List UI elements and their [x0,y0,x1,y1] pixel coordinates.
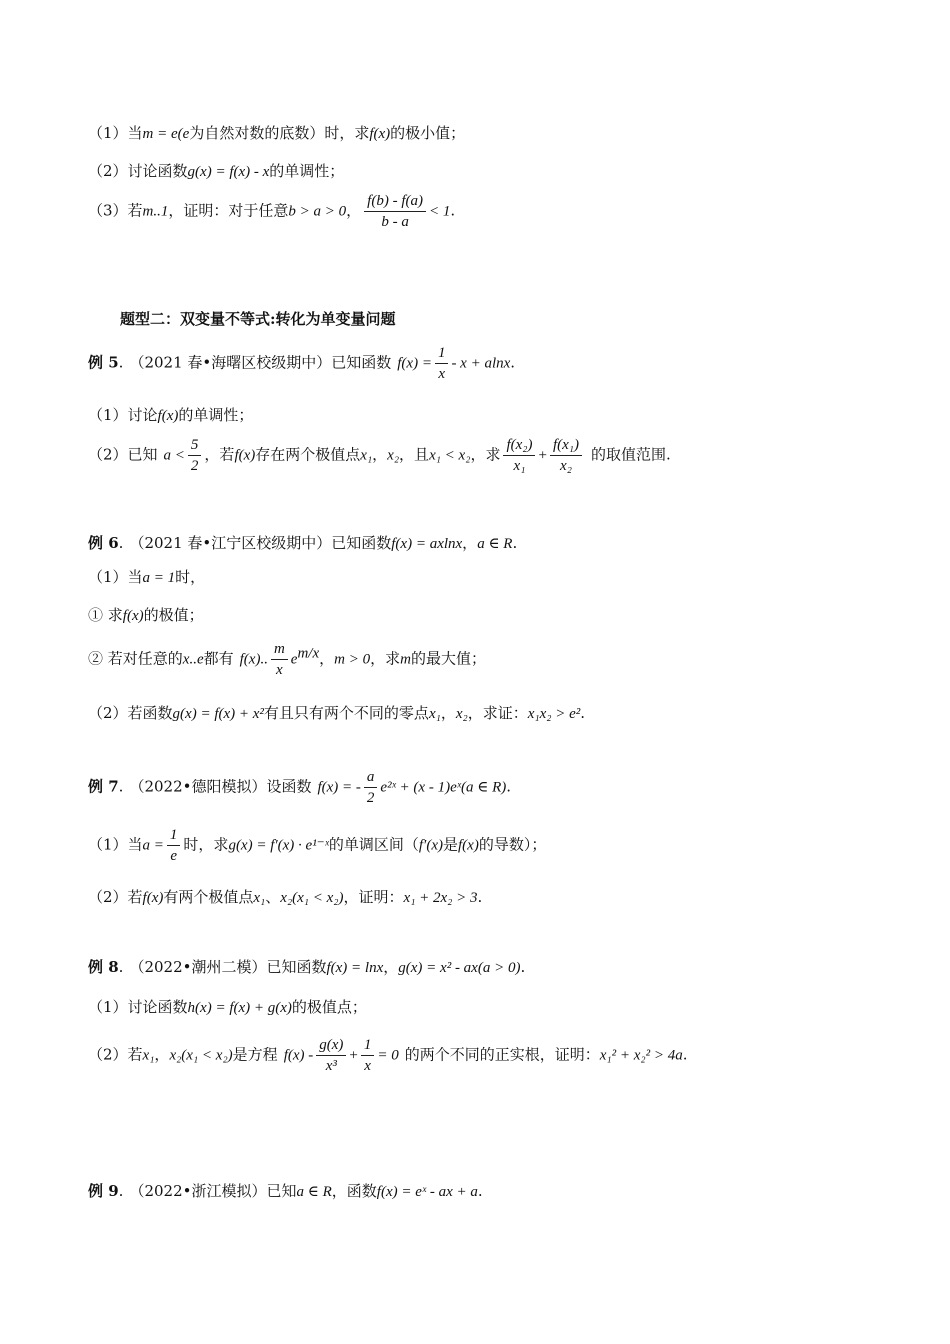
text: ， [319,649,335,668]
example-source: （2022•德阳模拟）设函数 [129,777,312,796]
example-source: （2022•潮州二模）已知函数 [129,958,327,976]
math-fraction [361,1036,375,1075]
text: （2）若函数 [88,704,173,722]
example-source: （2021 春•海曙区校级期中）已知函数 [129,353,392,372]
math-fraction [435,344,449,383]
example-7-q2 [88,886,482,907]
math-fx-ge: f(x).. [239,651,268,668]
text: （1）当 [88,568,143,586]
fraction-numerator: 1 [361,1036,375,1056]
math-fx: f(x) = lnx [326,960,384,976]
text: 有两个极值点 [163,888,254,906]
math-x1: x₁ [428,706,441,722]
text: （1）当 [88,124,143,142]
math-fx: f(x) - [283,1047,314,1064]
text: ， [372,445,388,464]
math-fx: f(x) = [397,355,432,372]
fraction-denominator: x₂ [560,458,572,474]
fraction-denominator: 2 [190,458,199,474]
fraction-numerator: f(x₂) [503,436,535,456]
text: . [118,534,124,552]
math-fx: f(x) = eˣ - ax + a [376,1184,478,1200]
math-a-eq-1: a = 1 [142,570,176,586]
math-a-eq: a = [142,837,164,854]
example-6-header [88,532,517,553]
math-gx: g(x) = f′(x) · e¹⁻ˣ [228,837,329,854]
text: . [512,534,518,552]
math-x1: x₁ [142,1047,155,1064]
example-5-header [88,344,515,383]
text: . [520,958,526,976]
fraction-denominator: x₁ [513,458,526,474]
text: . [580,704,586,722]
math-x2: x₂ [387,447,400,464]
text: 都有 [203,649,234,668]
text: 是方程 [232,1045,278,1064]
text: ， [154,1045,170,1064]
fraction-denominator: x [364,1058,371,1074]
text: （2）若 [88,1045,143,1064]
example-label: 例 8 [88,958,119,976]
math-fx: f(x) [458,837,479,854]
math-fraction [167,826,181,865]
math-fraction [364,768,378,807]
text: . [118,1182,124,1200]
example-8-q1 [88,996,367,1017]
math-fraction [550,436,582,475]
text: ① 求 [88,606,123,624]
text: . [450,201,456,220]
math-x2: x₂(x₁ < x₂) [169,1047,233,1064]
text: （2）讨论函数 [88,162,188,180]
math-a-in-r: a ∈ R [296,1184,332,1200]
text: . [510,353,516,372]
math-exponent: m/x [297,645,320,662]
text: 的单调性； [269,162,345,180]
example-6-sub1 [88,604,204,625]
text: ② 若对任意的 [88,649,183,668]
example-label: 例 9 [88,1182,119,1200]
example-source: （2022•浙江模拟）已知 [129,1182,297,1200]
math-x-ge-e: x..e [182,651,204,668]
text: 的最大值； [410,649,486,668]
text: 时， [175,568,206,586]
example-7-q1 [88,826,546,865]
fraction-numerator: f(x₁) [550,436,582,456]
example-7-header [88,768,511,807]
math-e: e [290,651,298,668]
math-fraction [188,436,202,475]
example-6-sub2 [88,640,486,679]
math-m-eq-e: m = e(e [142,126,190,142]
text: . [506,777,512,796]
text: 的取值范围. [590,445,671,464]
math-x2: x₂(x₁ < x₂) [280,890,344,906]
text: （1）讨论 [88,406,158,424]
text: 是 [443,835,459,854]
math-fx: f(x) [122,608,144,624]
math-x2: x₂ [455,706,468,722]
fraction-numerator: m [271,640,288,660]
example-8-header [88,956,525,977]
fraction-denominator: 2 [366,790,375,806]
text: 的导数）； [478,835,547,854]
text: ，函数 [331,1182,377,1200]
section-title: 题型二：双变量不等式:转化为单变量问题 [120,310,396,328]
math-fraction [364,192,426,231]
fraction-numerator: a [364,768,378,788]
text: ， [440,704,456,722]
math-fx: f(x) = axlnx [391,536,463,552]
math-m: m..1 [142,203,169,220]
text: （3）若 [88,201,143,220]
math-x1: x₁ [360,447,373,464]
part-a-q1 [88,122,465,143]
math-fx: f(x) = - [317,779,361,796]
math-m: m [400,651,411,668]
part-a-q3 [88,192,455,231]
text: ， [346,201,362,220]
text: 有且只有两个不同的零点 [263,704,429,722]
text: ，求 [370,649,401,668]
math-expression: e²ˣ + (x - 1)eˣ(a ∈ R) [380,779,507,796]
math-x1: x₁ [253,890,266,906]
math-gx: g(x) = f(x) - x [187,164,270,180]
example-5-q2 [88,436,671,475]
math-inequality: x₁ + 2x₂ > 3 [403,890,478,906]
math-fx: f(x) [369,126,391,142]
math-fraction [503,436,535,475]
text: 为自然对数的底数）时，求 [189,124,370,142]
math-a-lt: a < [163,447,185,464]
fraction-numerator: f(b) - f(a) [364,192,426,212]
part-a-q2 [88,160,344,181]
math-fx: f(x) [234,447,256,464]
text: （1）讨论函数 [88,998,188,1016]
text: ，求证： [467,704,528,722]
example-9-header [88,1180,483,1201]
fraction-denominator: e [170,848,177,864]
math-f-prime: f′(x) [418,837,443,854]
math-gx: g(x) = x² - ax(a > 0) [398,960,521,976]
math-inequality: x₁ < x₂ [429,447,471,464]
text: （2）已知 [88,445,158,464]
text: 、 [265,888,281,906]
math-fx: f(x) [157,408,179,424]
math-fx: f(x) [142,890,164,906]
text: ，求 [470,445,501,464]
math-eq-0: = 0 [377,1047,399,1064]
text: 存在两个极值点 [255,445,361,464]
example-source: （2021 春•江宁区校级期中）已知函数 [129,534,392,552]
text: 的极值； [143,606,204,624]
fraction-numerator: 1 [435,344,449,364]
text: 的两个不同的正实根，证明： [404,1045,600,1064]
math-inequality: x₁² + x₂² > 4a [599,1047,683,1064]
text: 的极小值； [390,124,466,142]
text: ，若 [204,445,235,464]
fraction-numerator: g(x) [316,1036,346,1056]
example-5-q1 [88,404,253,425]
math-plus: + [349,1047,358,1064]
text: ，证明：对于任意 [168,201,289,220]
example-label: 例 7 [88,777,119,796]
math-hx: h(x) = f(x) + g(x) [187,1000,292,1016]
math-expression: - x + alnx [451,355,511,372]
text: 的单调区间（ [328,835,419,854]
fraction-denominator: x [276,662,283,678]
text: 的单调性； [178,406,254,424]
text: （2）若 [88,888,143,906]
example-label: 例 5 [88,353,119,372]
math-plus: + [538,447,547,464]
math-lt-1: < 1 [428,203,451,220]
text: ，且 [399,445,430,464]
text: . [682,1045,688,1064]
example-6-q1 [88,566,205,587]
text: ， [383,958,399,976]
text: ，证明： [343,888,404,906]
math-fraction [271,640,288,679]
math-gx: g(x) = f(x) + x² [172,706,264,722]
text: 时，求 [183,835,229,854]
example-label: 例 6 [88,534,119,552]
text: . [118,777,124,796]
text: . [118,353,124,372]
text: ， [462,534,478,552]
example-6-q2 [88,702,585,723]
text: 的极值点； [291,998,367,1016]
fraction-denominator: x³ [325,1058,337,1074]
fraction-numerator: 1 [167,826,181,846]
text: . [477,888,483,906]
example-8-q2 [88,1036,688,1075]
fraction-denominator: b - a [381,214,409,230]
text: . [477,1182,483,1200]
math-fraction [316,1036,346,1075]
text: . [118,958,124,976]
fraction-numerator: 5 [188,436,202,456]
math-b-gt-a: b > a > 0 [288,203,347,220]
fraction-denominator: x [438,366,446,382]
math-a-in-r: a ∈ R [477,536,513,552]
text: （1）当 [88,835,143,854]
math-m-gt-0: m > 0 [334,651,371,668]
math-inequality: x₁x₂ > e² [527,706,581,722]
